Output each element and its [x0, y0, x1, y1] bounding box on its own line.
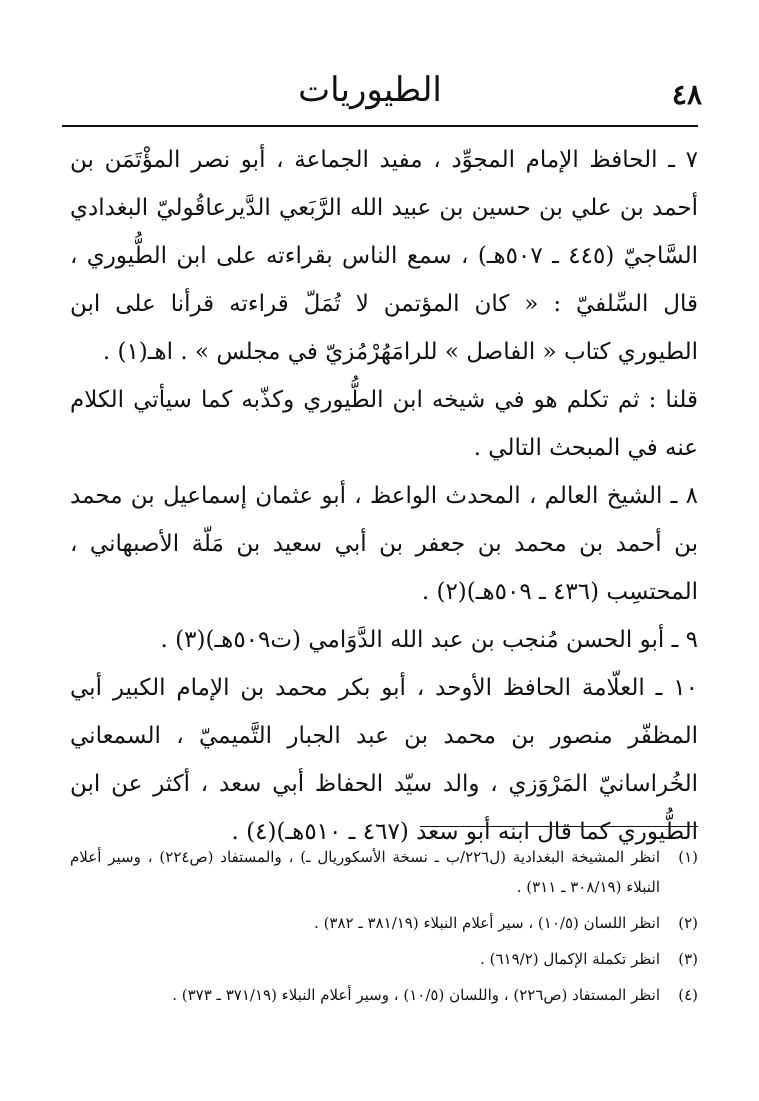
footnote-number: (٤)	[678, 986, 698, 1004]
paragraph-entry-8: ٨ ـ الشيخ العالم ، المحدث الواعظ ، أبو عثمان إسماعيل بن محمد بن أحمد بن محمد بن جعفر بن أبي سعيد بن مَلّة الأصبهاني ، المحتسِب (٤٣٦ ـ ٥٠٩هـ)(٢) .	[70, 483, 698, 605]
footnote-number: (١)	[678, 848, 698, 866]
header-rule	[62, 125, 698, 127]
page-number: ٤٨	[671, 78, 702, 111]
footnote-number: (٢)	[678, 914, 698, 932]
body-text	[70, 136, 698, 856]
footnote-item	[70, 980, 698, 1010]
paragraph-entry-7: ٧ ـ الحافظ الإمام المجوِّد ، مفيد الجماعة ، أبو نصر المؤْتَمَن بن أحمد بن علي بن حسين بن عبيد الله الرَّبَعي الدَّيرعاقُوليّ البغدادي السَّاجيّ (٤٤٥ ـ ٥٠٧هـ) ، سمع الناس بقراءته على ابن الطُّيوري ، قال السِّلفيّ : « كان المؤتمن لا تُمَلّ قراءته قرأنا على ابن الطيوري كتاب « الفاصل » للرامَهُرْمُزيّ في مجلس » . اهـ(١) .	[70, 147, 698, 365]
running-title: الطيوريات	[298, 70, 442, 110]
footnote-rule	[420, 826, 698, 827]
paragraph-entry-9: ٩ ـ أبو الحسن مُنجب بن عبد الله الدَّوَامي (ت٥٠٩هـ)(٣) .	[160, 627, 698, 653]
footnote-text: انظر اللسان (١٠/٥) ، سير أعلام النبلاء (٣٨١/١٩ ـ ٣٨٢) .	[314, 914, 660, 932]
paragraph-entry-10: ١٠ ـ العلّامة الحافظ الأوحد ، أبو بكر محمد بن الإمام الكبير أبي المظفّر منصور بن محمد بن عبد الجبار التَّميميّ ، السمعاني الخُراسانيّ المَرْوَزي ، والد سيّد الحفاظ أبي سعد ، أكثر عن ابن الطُّيوري كما قال ابنه أبو سعد (٤٦٧ ـ ٥١٠هـ)(٤) .	[70, 675, 698, 845]
footnote-text: انظر تكملة الإكمال (٦١٩/٢) .	[480, 950, 660, 968]
footnotes	[70, 842, 698, 1016]
footnote-number: (٣)	[678, 950, 698, 968]
footnote-text: انظر المستفاد (ص٢٢٦) ، واللسان (١٠/٥) ، وسير أعلام النبلاء (٣٧١/١٩ ـ ٣٧٣) .	[172, 986, 660, 1004]
paragraph-note: قلنا : ثم تكلم هو في شيخه ابن الطُّيوري وكذّبه كما سيأتي الكلام عنه في المبحث التالي .	[70, 387, 698, 461]
footnote-text: انظر المشيخة البغدادية (ل٢٢٦/ب ـ نسخة الأسكوريال ـ) ، والمستفاد (ص٢٢٤) ، وسير أعلام النبلاء (٣٠٨/١٩ ـ ٣١١) .	[70, 848, 660, 896]
footnote-item	[70, 908, 698, 938]
footnote-item	[70, 944, 698, 974]
footnote-item	[70, 842, 698, 902]
